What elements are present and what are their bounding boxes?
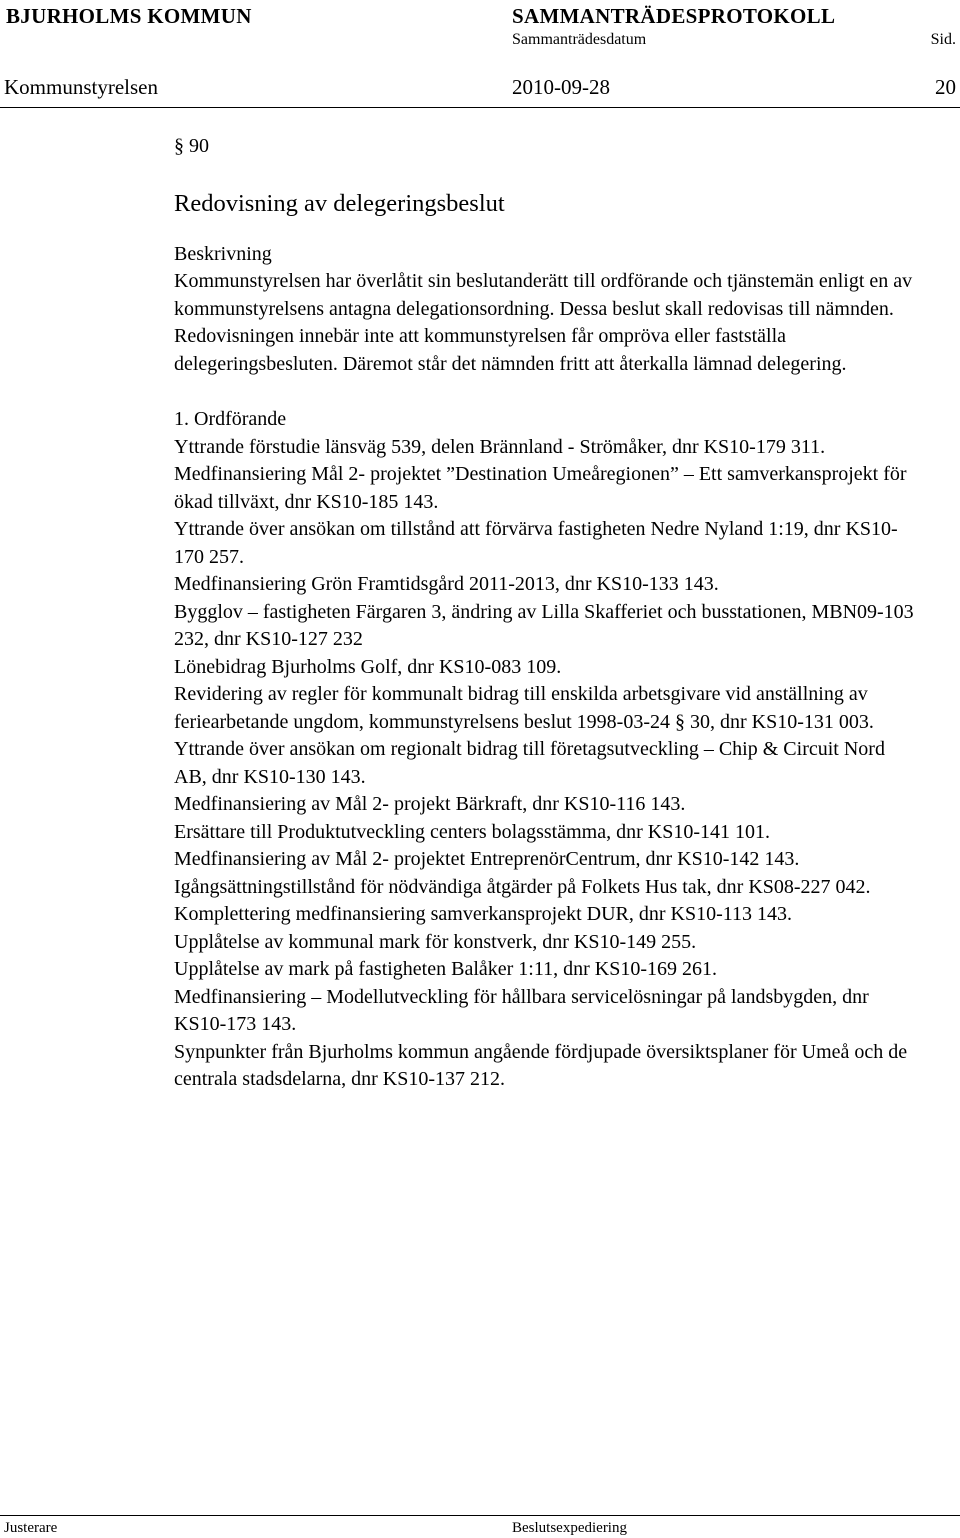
list-item: Medfinansiering Mål 2- projektet ”Destination Umeåregionen” – Ett samverkansprojekt för ökad tillväxt, dnr KS10-185 143. — [174, 463, 907, 513]
delegate-heading: 1. Ordförande — [174, 408, 287, 430]
list-item: Yttrande över ansökan om regionalt bidrag till företagsutveckling – Chip & Circuit Nord AB, dnr KS10-130 143. — [174, 738, 885, 788]
header-divider — [0, 107, 960, 108]
list-item: Medfinansiering av Mål 2- projekt Bärkraft, dnr KS10-116 143. — [174, 793, 686, 815]
meeting-date: 2010-09-28 — [512, 75, 610, 99]
list-item: Igångsättningstillstånd för nödvändiga åtgärder på Folkets Hus tak, dnr KS08-227 042. — [174, 875, 871, 898]
page-label: Sid. — [930, 31, 956, 48]
list-item: Medfinansiering Grön Framtidsgård 2011-2013, dnr KS10-133 143. — [174, 573, 719, 595]
decision-list — [174, 434, 914, 1094]
list-item: Yttrande förstudie länsväg 539, delen Brännland - Strömåker, dnr KS10-179 311. — [174, 435, 826, 458]
section-number: § 90 — [174, 135, 209, 157]
description-text: Kommunstyrelsen har överlåtit sin beslutanderätt till ordförande och tjänstemän enligt en av kommunstyrelsens antagna delegationsordning. Dessa beslut skall redovisas till nämnden. Redovisningen innebär inte att kommunstyrelsen får ompröva eller fastställa delegeringsbesluten. Däremot står det nämnden fritt att återkalla lämnad delegering. — [174, 270, 913, 375]
footer-justerare: Justerare — [4, 1520, 58, 1536]
footer-divider — [0, 1515, 960, 1516]
body-name: Kommunstyrelsen — [4, 75, 158, 99]
main-content — [174, 133, 914, 1094]
list-item: Bygglov – fastigheten Färgaren 3, ändring av Lilla Skafferiet och busstationen, MBN09-103 232, dnr KS10-127 232 — [174, 600, 914, 650]
footer-beslutsexpediering: Beslutsexpediering — [512, 1520, 627, 1536]
list-item: Upplåtelse av kommunal mark för konstverk, dnr KS10-149 255. — [174, 930, 697, 953]
description-label: Beskrivning — [174, 242, 272, 265]
page-number: 20 — [935, 75, 956, 99]
list-item: Ersättare till Produktutveckling centers bolagsstämma, dnr KS10-141 101. — [174, 820, 770, 843]
page-title: Redovisning av delegeringsbeslut — [174, 189, 505, 217]
document-type: SAMMANTRÄDESPROTOKOLL — [512, 4, 836, 28]
list-item: Medfinansiering – Modellutveckling för hållbara servicelösningar på landsbygden, dnr KS10-173 143. — [174, 985, 869, 1035]
org-name: BJURHOLMS KOMMUN — [6, 4, 252, 28]
list-item: Upplåtelse av mark på fastigheten Balåker 1:11, dnr KS10-169 261. — [174, 958, 718, 980]
list-item: Medfinansiering av Mål 2- projektet EntreprenörCentrum, dnr KS10-142 143. — [174, 848, 800, 870]
list-item: Revidering av regler för kommunalt bidrag till enskilda arbetsgivare vid anställning av feriearbetande ungdom, kommunstyrelsens beslut 1998-03-24 § 30, dnr KS10-131 003. — [174, 683, 874, 733]
date-label: Sammanträdesdatum — [512, 31, 647, 48]
list-item: Komplettering medfinansiering samverkansprojekt DUR, dnr KS10-113 143. — [174, 903, 793, 925]
list-item: Lönebidrag Bjurholms Golf, dnr KS10-083 109. — [174, 655, 562, 678]
list-item: Yttrande över ansökan om tillstånd att förvärva fastigheten Nedre Nyland 1:19, dnr KS10-170 257. — [174, 518, 898, 568]
list-item: Synpunkter från Bjurholms kommun angående fördjupade översiktsplaner för Umeå och de centrala stadsdelarna, dnr KS10-137 212. — [174, 1040, 908, 1090]
